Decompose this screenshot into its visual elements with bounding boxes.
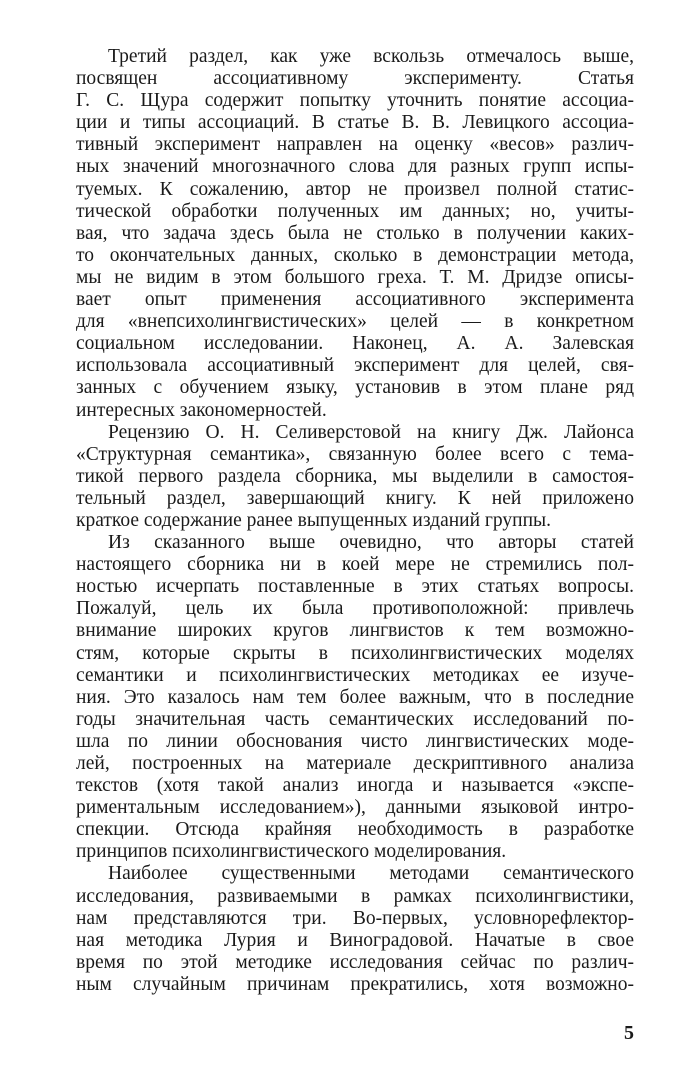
text-line: для «внепсихолингвистических» целей — в конкретном	[76, 311, 634, 333]
text-line: шла по линии обоснования чисто лингвистических моде-	[76, 730, 634, 752]
text-line: принципов психолингвистического моделирования.	[76, 841, 507, 863]
text-line: ных значений многозначного слова для разных групп испы-	[76, 156, 634, 178]
text-line: стям, которые скрыты в психолингвистических моделях	[76, 642, 634, 664]
text-line: исследования, развиваемыми в рамках психолингвистики,	[76, 885, 634, 907]
text-line: Из сказанного выше очевидно, что авторы статей	[108, 532, 634, 554]
text-line: нам представляются три. Во-первых, условнорефлектор-	[76, 907, 634, 929]
text-line: Наиболее существенными методами семантического	[108, 863, 634, 885]
text-line: вает опыт применения ассоциативного эксперимента	[76, 289, 634, 311]
text-line: время по этой методике исследования сейчас по различ-	[76, 951, 634, 973]
text-line: настоящего сборника ни в коей мере не стремились пол-	[76, 554, 634, 576]
text-line: ции и типы ассоциаций. В статье В. В. Левицкого ассоциа-	[76, 112, 634, 134]
text-line: Г. С. Щура содержит попытку уточнить понятие ассоциа-	[76, 90, 634, 112]
text-line: ная методика Лурия и Виноградовой. Начатые в свое	[76, 929, 634, 951]
text-line: «Структурная семантика», связанную более всего с тема-	[76, 443, 634, 465]
text-line: то окончательных данных, сколько в демонстрации метода,	[76, 244, 634, 266]
text-line: туемых. К сожалению, автор не произвел полной статис-	[76, 178, 634, 200]
text-line: вая, что задача здесь была не столько в получении каких-	[76, 222, 634, 244]
text-line: ным случайным причинам прекратились, хотя возможно-	[76, 973, 634, 995]
text-line: ния. Это казалось нам тем более важным, что в последние	[76, 686, 634, 708]
text-line: тельный раздел, завершающий книгу. К ней приложено	[76, 487, 634, 509]
text-line: тикой первого раздела сборника, мы выделили в самостоя-	[76, 465, 634, 487]
text-line: краткое содержание ранее выпущенных изданий группы.	[76, 509, 552, 531]
page-number: 5	[624, 1022, 634, 1044]
text-line: риментальным исследованием»), данными языковой интро-	[76, 797, 634, 819]
text-line: мы не видим в этом большого греха. Т. М. Дридзе описы-	[76, 266, 634, 288]
text-line: лей, построенных на материале дескриптивного анализа	[76, 753, 634, 774]
text-line: посвящен ассоциативному эксперименту. Статья	[76, 68, 634, 90]
text-line: использовала ассоциативный эксперимент для целей, свя-	[76, 355, 634, 377]
text-line: занных с обучением языку, установив в этом плане ряд	[76, 377, 634, 399]
text-line: внимание широких кругов лингвистов к тем возможно-	[76, 620, 634, 642]
body-text	[76, 46, 634, 996]
text-line: тивный эксперимент направлен на оценку «весов» различ-	[76, 134, 634, 156]
text-line: годы значительная часть семантических исследований по-	[76, 708, 634, 730]
text-line: социальном исследовании. Наконец, А. А. Залевская	[76, 333, 634, 355]
text-line: Третий раздел, как уже вскользь отмечалось выше,	[108, 46, 634, 67]
text-line: тической обработки полученных им данных; но, учиты-	[76, 200, 634, 222]
text-line: интересных закономерностей.	[76, 399, 327, 421]
text-line: ностью исчерпать поставленные в этих статьях вопросы.	[76, 576, 634, 598]
text-line: текстов (хотя такой анализ иногда и называется «экспе-	[76, 775, 634, 797]
text-line: Рецензию О. Н. Селиверстовой на книгу Дж. Лайонса	[108, 421, 634, 443]
text-line: спекции. Отсюда крайняя необходимость в разработке	[76, 819, 634, 841]
text-line: Пожалуй, цель их была противоположной: привлечь	[76, 598, 634, 620]
text-line: семантики и психолингвистических методиках ее изуче-	[76, 664, 634, 686]
